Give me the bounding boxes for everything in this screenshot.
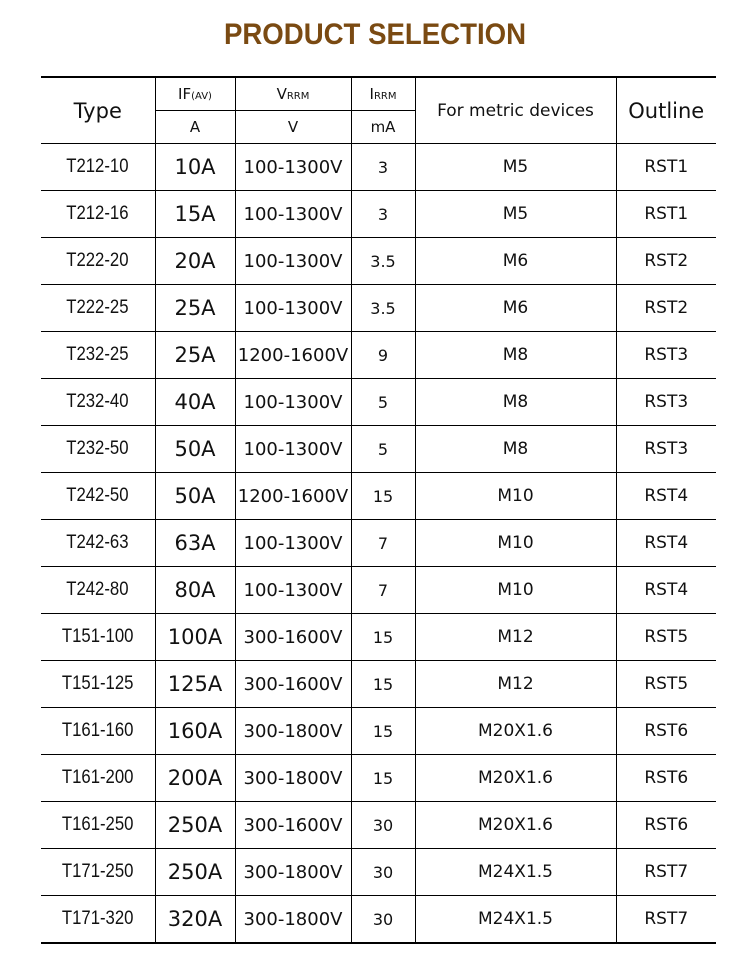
product-selection-table [41,76,716,944]
cell-metric: M6 [415,285,616,332]
cell-current: 25A [155,332,235,379]
table-row [41,238,716,285]
cell-irrm: 30 [351,802,415,849]
cell-metric: M10 [415,473,616,520]
cell-metric: M8 [415,379,616,426]
cell-irrm: 3.5 [351,238,415,285]
cell-outline: RST5 [616,614,716,661]
cell-type: T242-50 [41,473,155,520]
cell-voltage: 100-1300V [235,285,351,332]
table-row [41,661,716,708]
cell-irrm: 7 [351,567,415,614]
cell-outline: RST6 [616,708,716,755]
cell-current: 125A [155,661,235,708]
cell-type: T171-250 [41,849,155,896]
cell-voltage: 1200-1600V [235,473,351,520]
cell-irrm: 5 [351,379,415,426]
cell-metric: M20X1.6 [415,708,616,755]
cell-current: 80A [155,567,235,614]
cell-metric: M12 [415,661,616,708]
cell-voltage: 300-1600V [235,802,351,849]
table-row [41,144,716,191]
cell-type: T242-80 [41,567,155,614]
table-row [41,567,716,614]
table-row [41,332,716,379]
cell-current: 160A [155,708,235,755]
table-row [41,849,716,896]
cell-current: 320A [155,896,235,944]
cell-outline: RST5 [616,661,716,708]
table-row [41,802,716,849]
cell-irrm: 3 [351,144,415,191]
cell-irrm: 9 [351,332,415,379]
cell-irrm: 5 [351,426,415,473]
cell-voltage: 300-1600V [235,614,351,661]
cell-outline: RST3 [616,426,716,473]
cell-type: T232-50 [41,426,155,473]
unit-ma: mA [351,111,415,144]
cell-irrm: 30 [351,896,415,944]
col-header-type: Type [41,77,155,144]
table-row [41,379,716,426]
cell-current: 250A [155,802,235,849]
cell-metric: M5 [415,191,616,238]
table-row [41,426,716,473]
table-row [41,896,716,944]
cell-voltage: 300-1800V [235,708,351,755]
cell-voltage: 300-1800V [235,755,351,802]
cell-metric: M20X1.6 [415,755,616,802]
cell-current: 15A [155,191,235,238]
cell-current: 63A [155,520,235,567]
cell-irrm: 15 [351,614,415,661]
cell-type: T161-160 [41,708,155,755]
cell-current: 50A [155,473,235,520]
cell-metric: M10 [415,520,616,567]
cell-metric: M24X1.5 [415,896,616,944]
cell-type: T222-25 [41,285,155,332]
cell-voltage: 100-1300V [235,426,351,473]
cell-voltage: 300-1800V [235,849,351,896]
cell-outline: RST2 [616,238,716,285]
cell-type: T212-10 [41,144,155,191]
cell-metric: M8 [415,332,616,379]
cell-outline: RST7 [616,849,716,896]
cell-voltage: 100-1300V [235,520,351,567]
cell-outline: RST7 [616,896,716,944]
cell-voltage: 100-1300V [235,567,351,614]
col-header-if: IF(AV) [155,77,235,111]
cell-type: T161-200 [41,755,155,802]
cell-metric: M5 [415,144,616,191]
unit-a: A [155,111,235,144]
table-row [41,520,716,567]
page-title: PRODUCT SELECTION [223,18,527,51]
cell-type: T171-320 [41,896,155,944]
col-header-irrm: IRRM [351,77,415,111]
cell-voltage: 100-1300V [235,238,351,285]
cell-outline: RST1 [616,144,716,191]
cell-voltage: 1200-1600V [235,332,351,379]
cell-current: 200A [155,755,235,802]
cell-current: 25A [155,285,235,332]
cell-current: 40A [155,379,235,426]
cell-voltage: 100-1300V [235,379,351,426]
cell-type: T242-63 [41,520,155,567]
cell-voltage: 100-1300V [235,144,351,191]
cell-voltage: 300-1800V [235,896,351,944]
cell-type: T222-20 [41,238,155,285]
cell-outline: RST1 [616,191,716,238]
table-row [41,191,716,238]
cell-irrm: 15 [351,755,415,802]
cell-irrm: 3.5 [351,285,415,332]
cell-current: 20A [155,238,235,285]
cell-current: 50A [155,426,235,473]
cell-outline: RST6 [616,755,716,802]
table-row [41,755,716,802]
cell-current: 100A [155,614,235,661]
table-row [41,708,716,755]
cell-type: T151-125 [41,661,155,708]
cell-irrm: 15 [351,661,415,708]
cell-irrm: 15 [351,708,415,755]
cell-outline: RST3 [616,332,716,379]
col-header-vrrm: VRRM [235,77,351,111]
cell-type: T232-25 [41,332,155,379]
cell-irrm: 7 [351,520,415,567]
table-row [41,614,716,661]
unit-v: V [235,111,351,144]
cell-type: T161-250 [41,802,155,849]
cell-outline: RST6 [616,802,716,849]
cell-current: 10A [155,144,235,191]
col-header-metric: For metric devices [415,77,616,144]
cell-metric: M8 [415,426,616,473]
cell-irrm: 3 [351,191,415,238]
col-header-outline: Outline [616,77,716,144]
cell-type: T232-40 [41,379,155,426]
cell-metric: M10 [415,567,616,614]
table-row [41,285,716,332]
cell-metric: M6 [415,238,616,285]
cell-current: 250A [155,849,235,896]
table-row [41,473,716,520]
cell-outline: RST4 [616,567,716,614]
cell-type: T212-16 [41,191,155,238]
cell-irrm: 30 [351,849,415,896]
cell-metric: M20X1.6 [415,802,616,849]
cell-metric: M12 [415,614,616,661]
cell-type: T151-100 [41,614,155,661]
cell-irrm: 15 [351,473,415,520]
cell-metric: M24X1.5 [415,849,616,896]
cell-voltage: 100-1300V [235,191,351,238]
cell-outline: RST2 [616,285,716,332]
cell-outline: RST3 [616,379,716,426]
cell-outline: RST4 [616,473,716,520]
cell-outline: RST4 [616,520,716,567]
cell-voltage: 300-1600V [235,661,351,708]
